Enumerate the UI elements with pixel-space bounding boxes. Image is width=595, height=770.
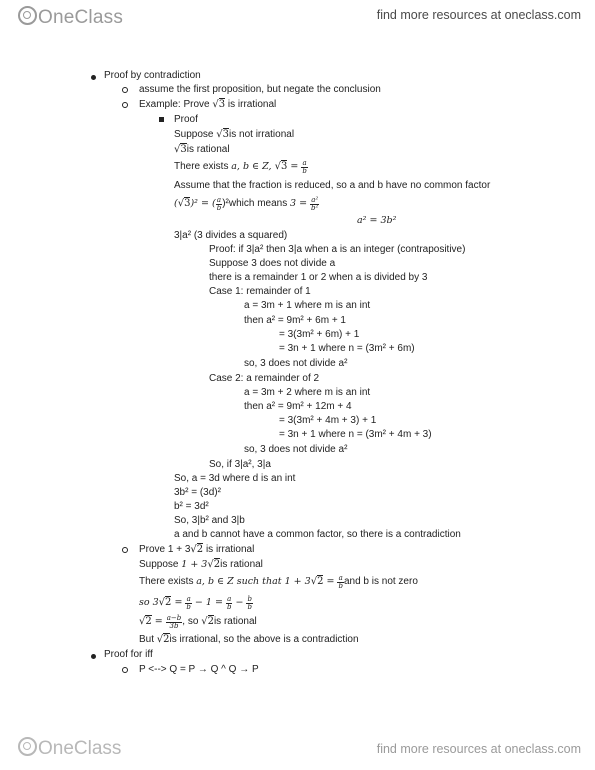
text-line: So, 3|b² and 3|b (174, 515, 245, 526)
text-line: b² = 3d² (174, 501, 209, 512)
text: There exists (139, 576, 197, 587)
circle-bullet-icon (122, 102, 128, 108)
text-line: So, a = 3d where d is an int (174, 473, 296, 484)
denominator: b (186, 603, 191, 611)
text-line (139, 634, 359, 646)
sqrt-arg: 2 (196, 544, 204, 555)
bullet-icon (91, 654, 96, 659)
text-line: = 3n + 1 where n = (3m² + 4m + 3) (279, 429, 432, 440)
sqrt-arg: 2 (163, 634, 170, 645)
text-line: so, 3 does not divide a² (244, 444, 348, 455)
text: But (139, 634, 157, 645)
sqrt: √3 (177, 198, 191, 209)
denominator: b (226, 603, 232, 611)
sqrt-arg: 3 (180, 144, 187, 155)
fraction (246, 596, 252, 611)
text: Prove 1 + 3 (139, 544, 191, 555)
text-line: Suppose 3 does not divide a (209, 258, 336, 269)
logo-text: OneClass (38, 7, 124, 28)
text: )²which means (222, 198, 290, 209)
text: Suppose (139, 559, 182, 570)
numerator: a (302, 159, 307, 167)
numerator: b (247, 595, 252, 603)
text: is irrational (225, 99, 277, 110)
denominator: b (302, 167, 307, 175)
text-line (174, 129, 294, 141)
denominator: b (247, 603, 252, 611)
text-line: Case 1: remainder of 1 (209, 286, 311, 297)
denominator: b² (311, 204, 319, 212)
denominator: b (338, 582, 343, 590)
text-line: a and b cannot have a common factor, so there is a contradiction (174, 529, 461, 540)
text-line: there is a remainder 1 or 2 when a is divided by 3 (209, 272, 428, 283)
numerator: a (216, 196, 222, 204)
numerator: a (338, 574, 343, 582)
text: Example: Prove (139, 99, 213, 110)
square-bullet-icon (159, 117, 164, 122)
math: 1 + 3 (181, 559, 208, 570)
denominator: 3b (169, 622, 179, 630)
sqrt: √2 (207, 559, 221, 570)
text-line (139, 559, 263, 571)
text: is rational (186, 144, 230, 155)
math: = (151, 616, 166, 627)
numerator: a² (311, 196, 319, 204)
sqrt-arg: 2 (317, 576, 324, 587)
sqrt: √3 (274, 161, 288, 172)
text-line: Assume that the fraction is reduced, so a and b have no common factor (174, 180, 491, 191)
math: = (171, 597, 186, 608)
text: is irrational (203, 544, 255, 555)
text-line: assume the first proposition, but negate the conclusion (139, 84, 381, 95)
text: is rational (213, 616, 257, 627)
math: = (287, 161, 302, 172)
text-line: then a² = 9m² + 12m + 4 (244, 401, 352, 412)
logo-text: OneClass (38, 738, 122, 759)
text: and b is not zero (343, 576, 418, 587)
math: 3 = (290, 198, 311, 209)
text-line (174, 160, 308, 175)
text: is irrational, so the above is a contradiction (169, 634, 359, 645)
example-line (139, 544, 254, 556)
sqrt-arg: 2 (207, 616, 214, 627)
numerator: a (186, 595, 191, 603)
circle-bullet-icon (122, 87, 128, 93)
oneclass-logo-footer[interactable] (18, 737, 121, 760)
proof-label: Proof (174, 114, 198, 125)
circle-bullet-icon (122, 667, 128, 673)
sqrt-arg: 2 (145, 616, 152, 627)
text-line: 3|a² (3 divides a squared) (174, 230, 288, 241)
math: ( (174, 198, 178, 209)
sqrt-arg: 3 (218, 99, 226, 110)
fraction (166, 615, 183, 630)
sqrt: √2 (156, 634, 170, 645)
text-line (174, 144, 230, 156)
sqrt-arg: 2 (213, 559, 221, 570)
header-tagline[interactable]: find more resources at oneclass.com (376, 8, 581, 22)
text: There exists (174, 161, 232, 172)
sqrt: √2 (158, 597, 172, 608)
circle-bullet-icon (122, 547, 128, 553)
sqrt: √3 (174, 144, 187, 155)
math: a, b ∈ Z, (231, 161, 275, 172)
text-line: So, if 3|a², 3|a (209, 459, 271, 470)
heading-proof-by-contradiction: Proof by contradiction (104, 70, 201, 81)
fraction (310, 197, 319, 212)
math: = (323, 576, 338, 587)
text-line: a = 3m + 2 where m is an int (244, 387, 371, 398)
text-line: = 3(3m² + 4m + 3) + 1 (279, 415, 377, 426)
text-line: a = 3m + 1 where m is an int (244, 300, 371, 311)
sqrt-arg: 3 (222, 129, 230, 140)
numerator: a (227, 595, 232, 603)
numerator: a−b (166, 614, 182, 622)
text-line: Case 2: a remainder of 2 (209, 373, 320, 384)
sqrt: √2 (201, 616, 214, 627)
fraction (301, 160, 307, 175)
equation: a² = 3b² (357, 215, 397, 226)
text-line: = 3(3m² + 6m) + 1 (279, 329, 360, 340)
sqrt: √3 (212, 99, 226, 110)
sqrt: √3 (216, 129, 230, 140)
math: )² = ( (190, 198, 216, 209)
text-line: 3b² = (3d)² (174, 487, 221, 498)
sqrt: √2 (139, 616, 152, 627)
text-line: so, 3 does not divide a² (244, 358, 348, 369)
sqrt: √2 (190, 544, 204, 555)
bullet-icon (91, 75, 96, 80)
text-line (139, 615, 257, 630)
text-line (174, 197, 319, 212)
heading-proof-for-iff: Proof for iff (104, 649, 153, 660)
text: is rational (220, 559, 263, 570)
text: , so (182, 616, 202, 627)
text-line: P <--> Q = P → Q ^ Q → P (139, 664, 259, 675)
sqrt-arg: 3 (184, 198, 191, 209)
text-line (139, 596, 253, 611)
example-line (139, 99, 276, 111)
math: so 3 (139, 597, 159, 608)
math: − (232, 597, 247, 608)
math: a, b ∈ Z such that 1 + 3 (196, 576, 311, 587)
text-line: = 3n + 1 where n = (3m² + 6m) (279, 343, 415, 354)
text-line: Proof: if 3|a² then 3|a when a is an integer (contrapositive) (209, 244, 466, 255)
text-line: then a² = 9m² + 6m + 1 (244, 315, 346, 326)
text: Suppose (174, 129, 217, 140)
logo-ring-icon (18, 737, 37, 756)
denominator: b (216, 204, 222, 212)
footer-tagline[interactable]: find more resources at oneclass.com (376, 742, 581, 756)
sqrt-arg: 3 (280, 161, 288, 172)
sqrt: √2 (310, 576, 324, 587)
sqrt-arg: 2 (165, 597, 172, 608)
text: is not irrational (229, 129, 295, 140)
math: − 1 = (191, 597, 226, 608)
text-line (139, 575, 418, 590)
